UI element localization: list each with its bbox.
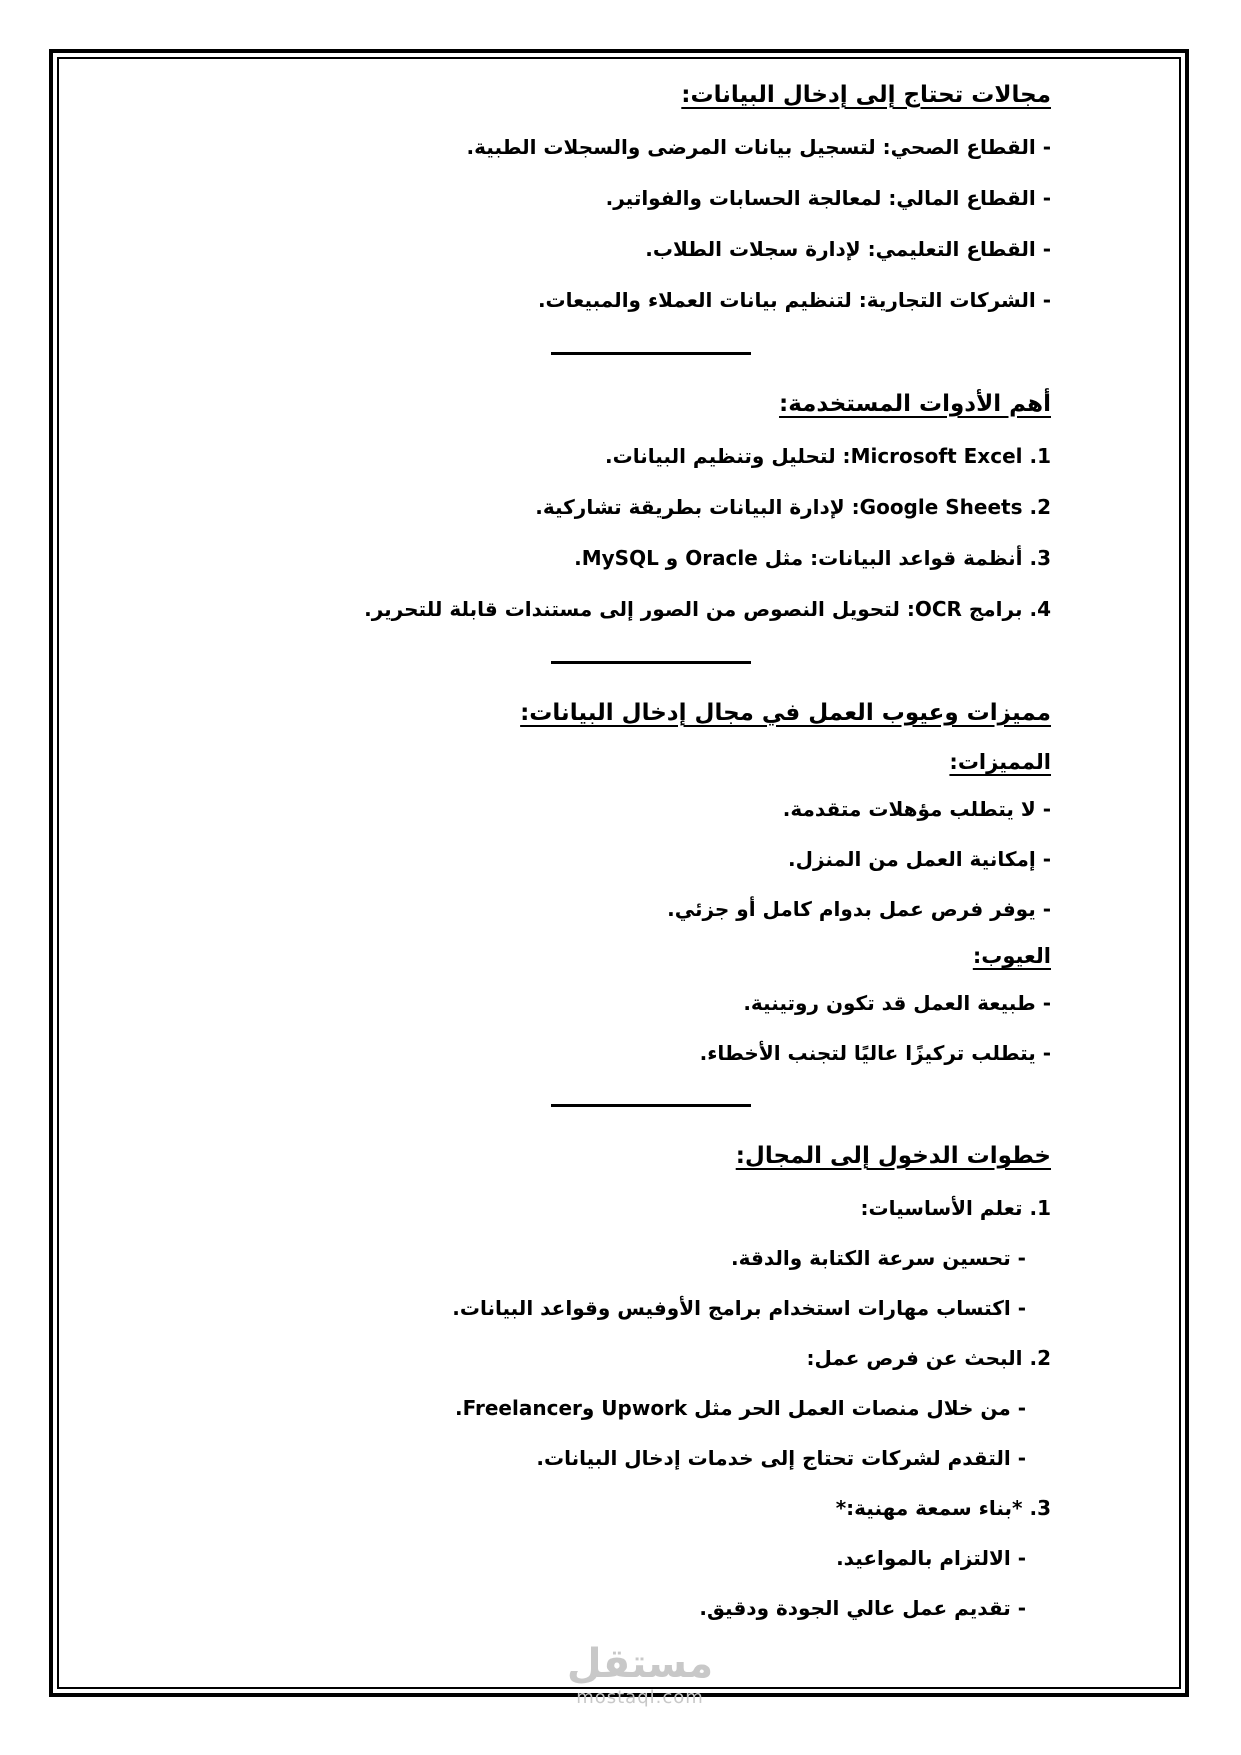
platform-name: Upwork <box>601 1396 688 1420</box>
pros-cons-heading: مميزات وعيوب العمل في مجال إدخال البيانات: <box>520 700 1051 726</box>
pros-item: - إمكانية العمل من المنزل. <box>788 847 1051 871</box>
step-3-title: 3. *بناء سمعة مهنية:* <box>835 1496 1051 1520</box>
tools-item-excel: 1. Microsoft Excel: لتحليل وتنظيم البيانات. <box>605 444 1051 468</box>
steps-heading: خطوات الدخول إلى المجال: <box>735 1143 1051 1169</box>
fields-item-health: - القطاع الصحي: لتسجيل بيانات المرضى والسجلات الطبية. <box>466 135 1051 159</box>
fields-item-finance: - القطاع المالي: لمعالجة الحسابات والفواتير. <box>605 186 1051 210</box>
section-divider <box>551 661 751 664</box>
tool-name: Google Sheets <box>859 495 1023 519</box>
section-divider <box>551 352 751 355</box>
pros-item: - لا يتطلب مؤهلات متقدمة. <box>782 797 1051 821</box>
tool-name: MySQL <box>581 546 659 570</box>
step-2-item: - التقدم لشركات تحتاج إلى خدمات إدخال البيانات. <box>536 1446 1026 1470</box>
step-1-item: - اكتساب مهارات استخدام برامج الأوفيس وقواعد البيانات. <box>452 1296 1026 1320</box>
step-2-title: 2. البحث عن فرص عمل: <box>806 1346 1051 1370</box>
fields-item-business: - الشركات التجارية: لتنظيم بيانات العملاء والمبيعات. <box>537 288 1051 312</box>
tools-item-ocr: 4. برامج OCR: لتحويل النصوص من الصور إلى مستندات قابلة للتحرير. <box>364 597 1051 621</box>
mostaql-watermark <box>530 1640 750 1720</box>
watermark-logo: مستقل <box>566 1641 714 1687</box>
pros-label: المميزات: <box>949 750 1051 774</box>
tool-name: Oracle <box>685 546 758 570</box>
tools-item-sheets: 2. Google Sheets: لإدارة البيانات بطريقة تشاركية. <box>535 495 1051 519</box>
cons-item: - طبيعة العمل قد تكون روتينية. <box>743 991 1051 1015</box>
step-1-item: - تحسين سرعة الكتابة والدقة. <box>731 1246 1026 1270</box>
section-divider <box>551 1104 751 1107</box>
step-3-item: - تقديم عمل عالي الجودة ودقيق. <box>699 1596 1026 1620</box>
cons-item: - يتطلب تركيزًا عاليًا لتجنب الأخطاء. <box>699 1041 1051 1065</box>
step-2-item-platforms: - من خلال منصات العمل الحر مثل Upwork وFreelancer. <box>455 1396 1026 1420</box>
cons-label: العيوب: <box>972 944 1051 968</box>
tools-heading: أهم الأدوات المستخدمة: <box>779 391 1051 417</box>
tool-name: OCR <box>914 597 962 621</box>
watermark-domain: mostaql.com <box>576 1687 704 1708</box>
step-3-item: - الالتزام بالمواعيد. <box>836 1546 1026 1570</box>
step-1-title: 1. تعلم الأساسيات: <box>860 1196 1051 1220</box>
pros-item: - يوفر فرص عمل بدوام كامل أو جزئي. <box>667 897 1051 921</box>
tool-name: Microsoft Excel <box>850 444 1023 468</box>
tools-item-databases: 3. أنظمة قواعد البيانات: مثل Oracle و MySQL. <box>574 546 1051 570</box>
document-body <box>151 68 1051 1633</box>
fields-item-education: - القطاع التعليمي: لإدارة سجلات الطلاب. <box>645 237 1051 261</box>
platform-name: Freelancer <box>462 1396 582 1420</box>
fields-heading: مجالات تحتاج إلى إدخال البيانات: <box>681 82 1051 108</box>
